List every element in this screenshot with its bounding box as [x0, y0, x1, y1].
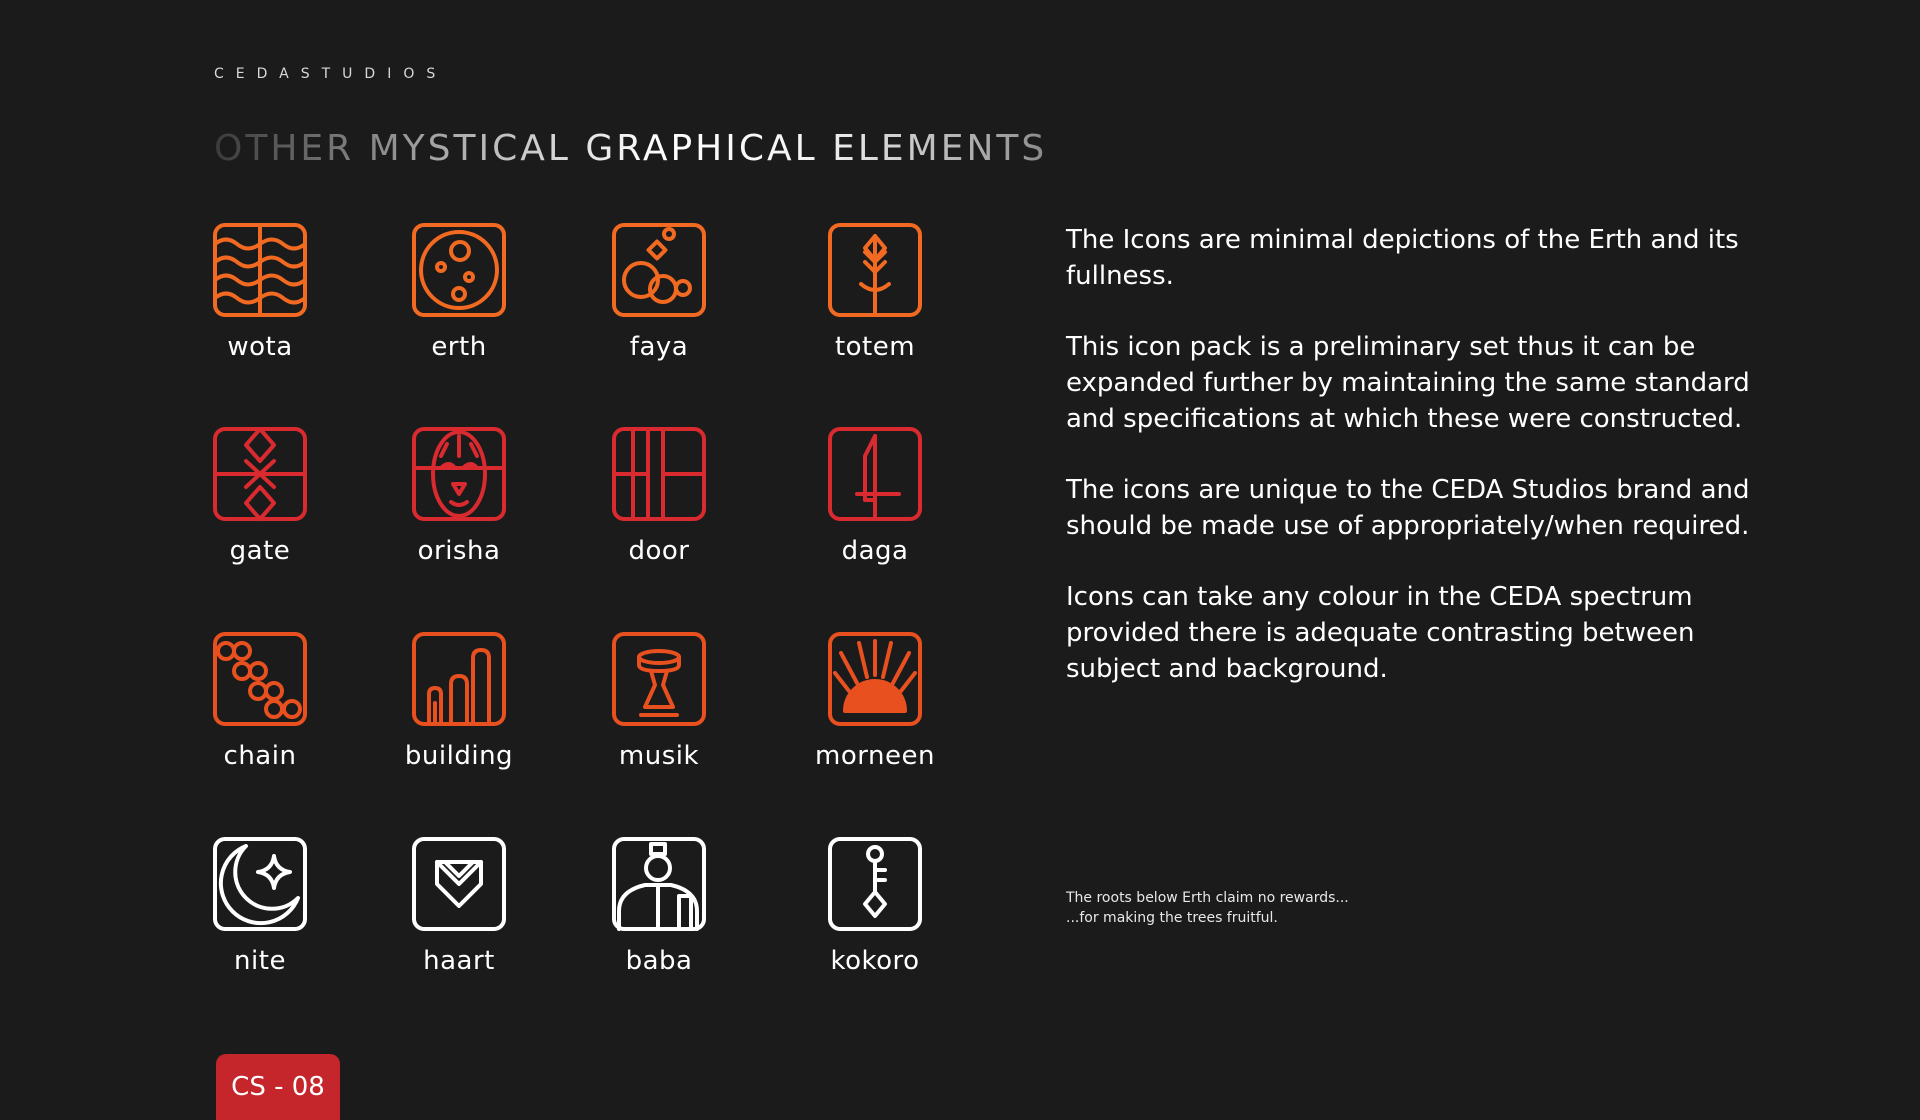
quote-line-1: The roots below Erth claim no rewards...: [1066, 890, 1349, 906]
description-paragraph: Icons can take any colour in the CEDA spectrum provided there is adequate contrasting between subject and background.: [1066, 582, 1695, 684]
icon-label: kokoro: [830, 946, 920, 976]
quote: [1066, 888, 1349, 928]
icon-label: daga: [841, 536, 909, 566]
page-number-badge: CS - 08: [216, 1054, 340, 1120]
daga-icon: [827, 426, 923, 522]
icon-cell-nite: [175, 836, 345, 976]
description-paragraph: The icons are unique to the CEDA Studios brand and should be made use of appropriately/when required.: [1066, 475, 1750, 541]
description-paragraph: The Icons are minimal depictions of the Erth and its fullness.: [1066, 225, 1739, 291]
icon-label: erth: [431, 332, 487, 362]
icon-label: haart: [423, 946, 495, 976]
morneen-icon: [827, 631, 923, 727]
nite-icon: [212, 836, 308, 932]
door-icon: [611, 426, 707, 522]
quote-line-2: ...for making the trees fruitful.: [1066, 910, 1278, 926]
faya-icon: [611, 222, 707, 318]
icon-cell-wota: [175, 222, 345, 362]
brand-wordmark: CEDASTUDIOS: [214, 66, 448, 82]
icon-cell-faya: [574, 222, 744, 362]
icon-label: wota: [227, 332, 293, 362]
icon-cell-musik: [574, 631, 744, 771]
chain-icon: [212, 631, 308, 727]
icon-cell-totem: [790, 222, 960, 362]
description-column: [1066, 222, 1766, 722]
icon-label: faya: [629, 332, 689, 362]
icon-cell-orisha: [374, 426, 544, 566]
icon-cell-building: [374, 631, 544, 771]
kokoro-icon: [827, 836, 923, 932]
icon-cell-door: [574, 426, 744, 566]
icon-label: baba: [625, 946, 693, 976]
musik-icon: [611, 631, 707, 727]
icon-cell-chain: [175, 631, 345, 771]
orisha-icon: [411, 426, 507, 522]
totem-icon: [827, 222, 923, 318]
page-title: OTHER MYSTICAL GRAPHICAL ELEMENTS: [214, 128, 1194, 169]
icon-label: morneen: [815, 741, 935, 771]
icon-cell-erth: [374, 222, 544, 362]
icon-label: nite: [234, 946, 286, 976]
gate-icon: [212, 426, 308, 522]
icon-cell-morneen: [790, 631, 960, 771]
haart-icon: [411, 836, 507, 932]
erth-icon: [411, 222, 507, 318]
icon-cell-baba: [574, 836, 744, 976]
icon-label: door: [628, 536, 690, 566]
icon-label: orisha: [417, 536, 501, 566]
icon-label: chain: [223, 741, 297, 771]
baba-icon: [611, 836, 707, 932]
icon-cell-daga: [790, 426, 960, 566]
icon-cell-gate: [175, 426, 345, 566]
icon-grid: [0, 0, 1000, 1000]
icon-label: building: [404, 741, 514, 771]
icon-label: musik: [618, 741, 700, 771]
wota-icon: [212, 222, 308, 318]
description-paragraph: This icon pack is a preliminary set thus it can be expanded further by maintaining the same standard and specifications at which these were constructed.: [1066, 332, 1750, 434]
building-icon: [411, 631, 507, 727]
icon-cell-kokoro: [790, 836, 960, 976]
icon-cell-haart: [374, 836, 544, 976]
icon-label: totem: [834, 332, 916, 362]
icon-label: gate: [229, 536, 291, 566]
